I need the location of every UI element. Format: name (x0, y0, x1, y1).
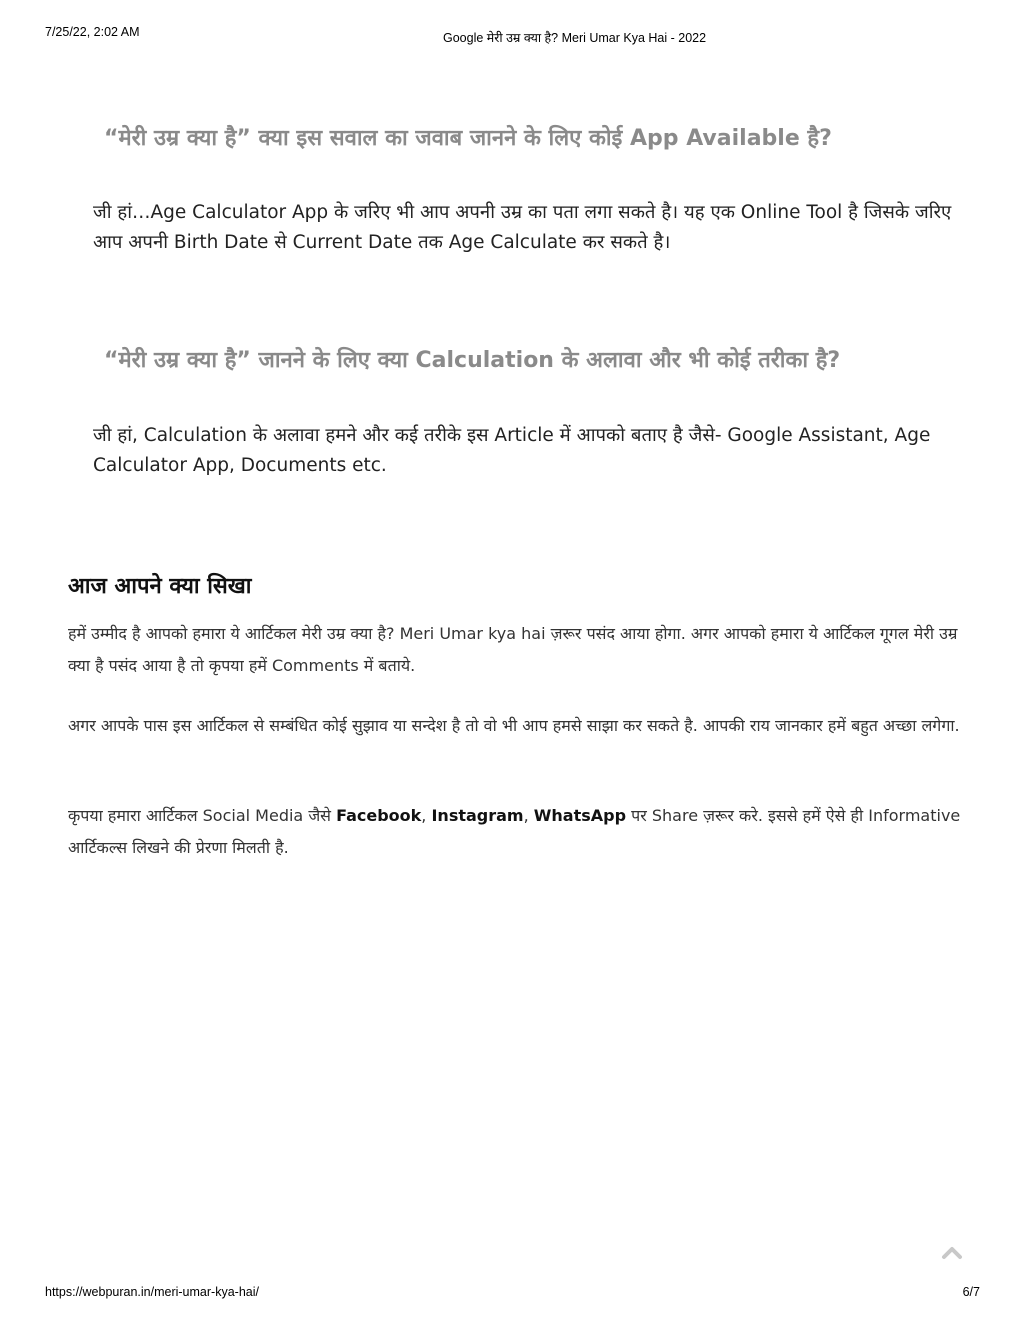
section-title: आज आपने क्या सिखा (68, 574, 252, 599)
print-page-title: Google मेरी उम्र क्या है? Meri Umar Kya Hai - 2022 (443, 31, 707, 45)
instagram-link[interactable]: Instagram (431, 806, 524, 825)
print-header (0, 25, 1024, 45)
faq-answer-2: जी हां, Calculation के अलावा हमने और कई तरीके इस Article में आपको बताए है जैसे- Google Assistant, Age Calculator App, Documents etc. (93, 425, 931, 476)
conclusion-paragraph-3 (68, 800, 963, 864)
print-datetime: 7/25/22, 2:02 AM (45, 25, 140, 39)
separator: , (523, 806, 534, 825)
page-url: https://webpuran.in/meri-umar-kya-hai/ (45, 1285, 259, 1299)
share-text-before: कृपया हमारा आर्टिकल Social Media जैसे (68, 806, 337, 825)
faq-question-1: “मेरी उम्र क्या है” क्या इस सवाल का जवाब जानने के लिए कोई App Available है? (104, 126, 832, 151)
faq-question-2: “मेरी उम्र क्या है” जानने के लिए क्या Calculation के अलावा और भी कोई तरीका है? (104, 348, 841, 373)
separator: , (421, 806, 432, 825)
page-number: 6/7 (962, 1285, 980, 1299)
conclusion-paragraph-2: अगर आपके पास इस आर्टिकल से सम्बंधित कोई सुझाव या सन्देश है तो वो भी आप हमसे साझा कर सकते है. आपकी राय जानकार हमें बहुत अच्छा लगेगा. (68, 716, 960, 735)
share-text-after: पर Share ज़रूर करे. इससे हमें ऐसे ही Informative आर्टिकल्स लिखने की प्रेरणा मिलती है. (68, 806, 961, 857)
conclusion-paragraph-1: हमें उम्मीद है आपको हमारा ये आर्टिकल मेरी उम्र क्या है? Meri Umar kya hai ज़रूर पसंद आया होगा. अगर आपको हमारा ये आर्टिकल गूगल मेरी उम्र क्या है पसंद आया है तो कृपया हमें Comments में बताये. (68, 624, 958, 675)
chevron-up-icon (938, 1240, 966, 1264)
facebook-link[interactable]: Facebook (336, 806, 422, 825)
print-footer (0, 1285, 1024, 1305)
faq-answer-1: जी हां…Age Calculator App के जरिए भी आप अपनी उम्र का पता लगा सकते है। यह एक Online Tool है जिसके जरिए आप अपनी Birth Date से Current Date तक Age Calculate कर सकते है। (93, 202, 952, 253)
scroll-to-top-button[interactable] (938, 1240, 966, 1264)
whatsapp-link[interactable]: WhatsApp (533, 806, 627, 825)
